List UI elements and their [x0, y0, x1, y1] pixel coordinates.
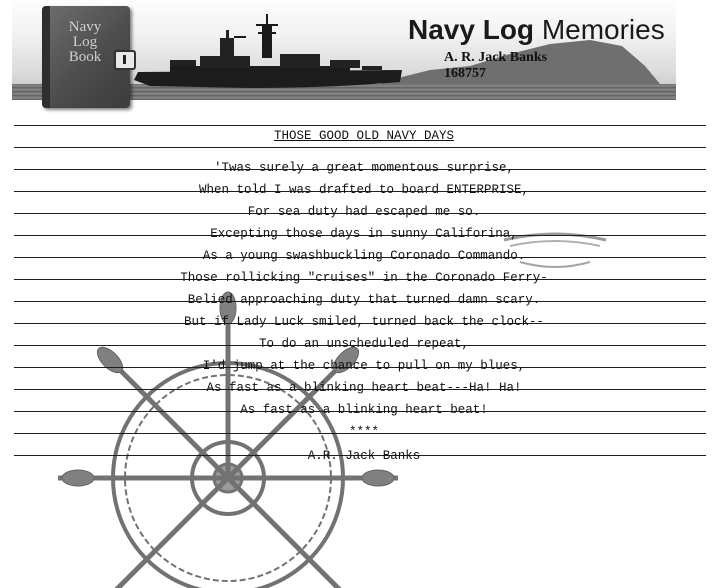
poem-line: Belied approaching duty that turned damn scary.: [187, 293, 541, 307]
book-clasp-icon: [114, 50, 136, 70]
battleship-silhouette: [130, 10, 410, 94]
poem-signature: A.R. Jack Banks: [307, 449, 421, 463]
poem-line: I'd jump at the chance to pull on my blues,: [202, 359, 526, 373]
poem-line: As fast as a blinking heart beat---Ha! Ha!: [206, 381, 522, 395]
service-number: 168757: [444, 66, 486, 81]
poem-line: For sea duty had escaped me so.: [247, 205, 481, 219]
poem-line: Excepting those days in sunny Califorina,: [210, 227, 518, 241]
poem-line: To do an unscheduled repeat,: [258, 337, 470, 351]
book-spine: [42, 6, 50, 108]
paper-rule: [14, 147, 706, 148]
poem-line: As fast as a blinking heart beat!: [240, 403, 488, 417]
poem-line: When told I was drafted to board ENTERPRISE,: [198, 183, 530, 197]
paper-rule: [14, 125, 706, 126]
book-label-word: Log: [72, 34, 98, 50]
book-label-word: Navy: [68, 19, 102, 35]
log-book-icon: [42, 6, 130, 108]
author-name: A. R. Jack Banks: [444, 50, 548, 65]
publication-title: [408, 14, 665, 46]
title-regular-part: Memories: [541, 14, 665, 45]
poem-line: 'Twas surely a great momentous surprise,: [213, 161, 515, 175]
book-label-word: Book: [68, 49, 102, 65]
header-banner: [0, 0, 720, 120]
ships-wheel-watermark: [58, 258, 398, 588]
book-cover-title: [50, 20, 120, 65]
title-bold-part: Navy Log: [408, 14, 535, 45]
poem-stars: ****: [348, 425, 379, 439]
poem-title: THOSE GOOD OLD NAVY DAYS: [273, 129, 455, 143]
poem-line: But if Lady Luck smiled, turned back the clock--: [183, 315, 545, 329]
poem-line: Those rollicking "cruises" in the Coronado Ferry-: [180, 271, 548, 285]
poem-line: As a young swashbuckling Coronado Commando.: [202, 249, 526, 263]
